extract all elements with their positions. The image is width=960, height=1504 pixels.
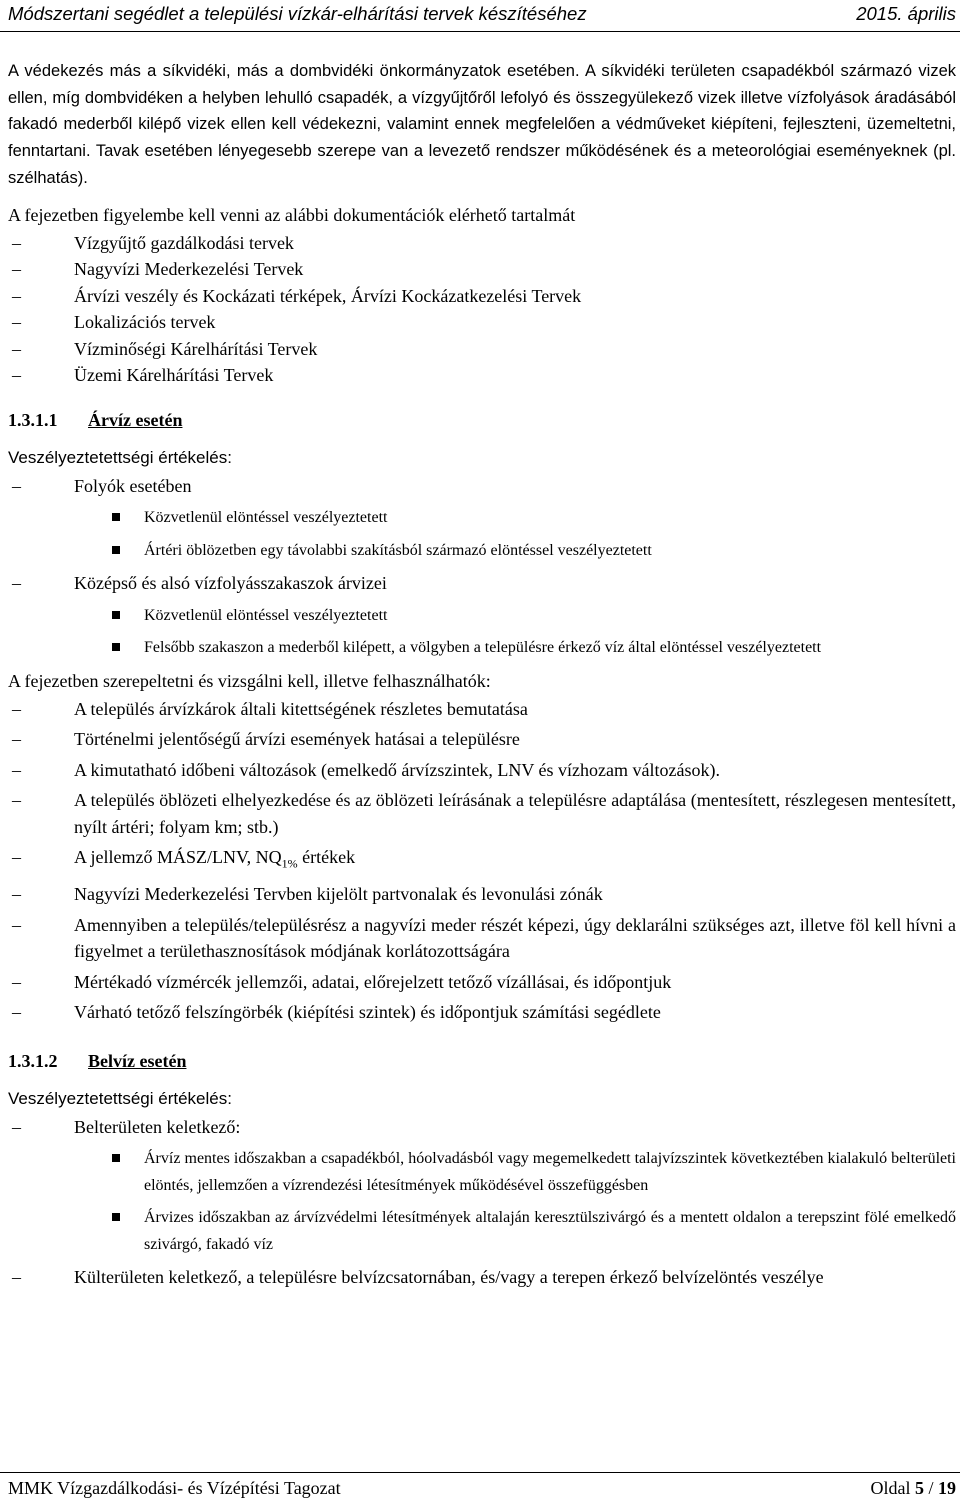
list-item: – Mértékadó vízmércék jellemzői, adatai, előrejelzett tetőző vízállásai, és időpontjuk xyxy=(8,969,956,996)
list-item: – Vízminőségi Kárelhárítási Tervek xyxy=(8,336,956,363)
list-item: – Külterületen keletkező, a településre belvízcsatornában, és/vagy a terepen érkező belvízelöntés veszélye xyxy=(8,1264,956,1291)
present-intro: A fejezetben szerepeltetni és vizsgálni kell, illetve felhasználhatók: xyxy=(8,670,491,691)
list-item: – A település árvízkárok általi kitettségének részletes bemutatása xyxy=(8,696,956,723)
page-footer xyxy=(8,1472,956,1502)
rivers-label: Folyók esetében xyxy=(74,475,192,496)
list-item: Ártéri öblözetben egy távolabbi szakításból származó elöntéssel veszélyeztetett xyxy=(8,538,956,565)
list-item: Közvetlenül elöntéssel veszélyeztetett xyxy=(8,603,956,630)
list-item: – Középső és alsó vízfolyásszakaszok árvizei xyxy=(8,570,956,597)
mass-suffix: értékek xyxy=(297,847,356,868)
intro-paragraph: A védekezés más a síkvidéki, más a dombvidéki önkormányzatok esetében. A síkvidéki területen csapadékból származó vizek ellen, míg dombvidéken a helyben lehulló csapadék, a vízgyűjtőről lefolyó és összegyülekező vizek illetve vízfolyások áradásából fakadó mederből kilépő vizek ellen kell védekezni, valamint ennek megfelelően a védműveket kiépíteni, fejleszteni, üzemeltetni, fenntartani. Tavak esetében lényegesebb szerepe van a levezető rendszer működésének és a meteorológiai eseményeknek (pl. szélhatás). xyxy=(8,62,956,187)
belviz-categories xyxy=(8,1114,956,1141)
page-header xyxy=(0,0,960,28)
section-title: Árvíz esetén xyxy=(88,409,183,430)
section-heading-belviz xyxy=(8,1048,956,1074)
header-rule xyxy=(0,31,960,32)
section-heading-arviz xyxy=(8,407,956,433)
list-item xyxy=(8,844,956,877)
list-item: Közvetlenül elöntéssel veszélyeztetett xyxy=(8,505,956,532)
list-item: Árvizes időszakban az árvízvédelmi létesítmények altalaján keresztülszivárgó és a mentett oldalon a terepszint fölé emelkedő szivárgó, fakadó víz xyxy=(8,1205,956,1258)
rivers-items xyxy=(8,505,956,564)
list-item: – Nagyvízi Mederkezelési Tervben kijelölt partvonalak és levonulási zónák xyxy=(8,881,956,908)
list-item: – Várható tetőző felszíngörbék (kiépítési szintek) és időpontjuk számítási segédlete xyxy=(8,999,956,1026)
list-item xyxy=(8,473,956,500)
page-sep: / xyxy=(923,1478,938,1498)
list-item: – A kimutatható időbeni változások (emelkedő árvízszintek, LNV és vízhozam változások). xyxy=(8,757,956,784)
belviz-categories-2 xyxy=(8,1264,956,1291)
assessment-label: Veszélyeztetettségi értékelés: xyxy=(8,1088,232,1108)
docs-list xyxy=(8,230,956,389)
inner-items xyxy=(8,1146,956,1258)
page-prefix: Oldal xyxy=(870,1478,915,1498)
page-current: 5 xyxy=(914,1478,924,1498)
footer-rule xyxy=(0,1472,960,1473)
list-item: – Vízgyűjtő gazdálkodási tervek xyxy=(8,230,956,257)
list-item: – Nagyvízi Mederkezelési Tervek xyxy=(8,256,956,283)
header-date: 2015. április xyxy=(856,3,956,24)
present-list xyxy=(8,696,956,1026)
list-item: – Árvízi veszély és Kockázati térképek, Árvízi Kockázatkezelési Tervek xyxy=(8,283,956,310)
list-item: – Belterületen keletkező: xyxy=(8,1114,956,1141)
page-number xyxy=(870,1478,956,1499)
footer-org: MMK Vízgazdálkodási- és Vízépítési Tagozat xyxy=(8,1478,341,1498)
arviz-categories-2 xyxy=(8,570,956,597)
list-item: – Lokalizációs tervek xyxy=(8,309,956,336)
section-number: 1.3.1.1 xyxy=(8,409,58,430)
list-item: Árvíz mentes időszakban a csapadékból, hóolvadásból vagy megemelkedett talajvízszintek következtében kialakuló belterületi elöntés, jellemzően a vízrendezési létesítmények működésével összefüggésben xyxy=(8,1146,956,1199)
list-item: – Történelmi jelentőségű árvízi események hatásai a településre xyxy=(8,726,956,753)
section-title: Belvíz esetén xyxy=(88,1050,187,1071)
section-number: 1.3.1.2 xyxy=(8,1050,58,1071)
streams-items xyxy=(8,603,956,662)
assessment-label: Veszélyeztetettségi értékelés: xyxy=(8,447,232,467)
list-item: – A település öblözeti elhelyezkedése és az öblözeti leírásának a településre adaptálása (mentesített, részlegesen mentesített, nyílt ártéri; folyam km; stb.) xyxy=(8,787,956,840)
docs-intro: A fejezetben figyelembe kell venni az alábbi dokumentációk elérhető tartalmát xyxy=(8,204,576,225)
mass-prefix: A jellemző MÁSZ/LNV, NQ xyxy=(74,847,282,868)
arviz-categories xyxy=(8,473,956,500)
list-item: – Üzemi Kárelhárítási Tervek xyxy=(8,362,956,389)
mass-sub: 1% xyxy=(281,856,298,871)
header-title: Módszertani segédlet a települési vízkár-elhárítási tervek készítéséhez xyxy=(8,3,587,24)
list-item: Felsőbb szakaszon a mederből kilépett, a völgyben a településre érkező víz által elöntéssel veszélyeztetett xyxy=(8,635,956,662)
page-total: 19 xyxy=(938,1478,956,1498)
page-content xyxy=(8,58,956,1291)
list-item: – Amennyiben a település/településrész a nagyvízi meder részét képezi, úgy deklarálni szükséges azt, illetve föl kell hívni a figyelmet a területhasznosítások módjának korlátozottságára xyxy=(8,912,956,965)
